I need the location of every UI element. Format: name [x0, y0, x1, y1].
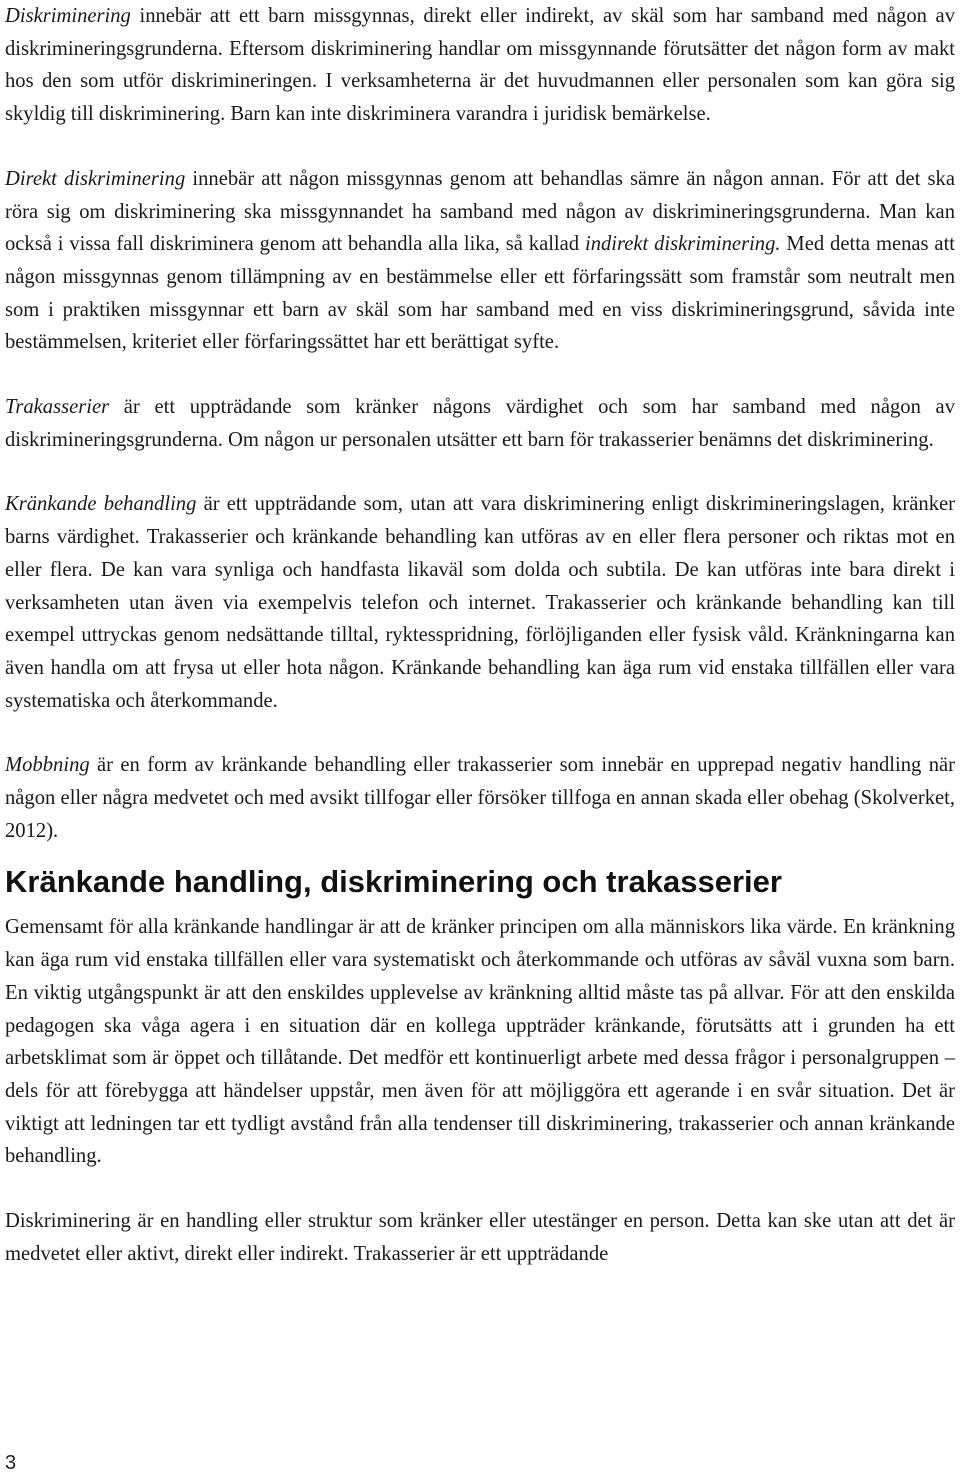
paragraph-mobbning [5, 749, 955, 847]
paragraph-text: innebär att någon missgynnas genom att behandlas sämre än någon annan. För att det ska röra sig om diskriminering ska missgynnandet ha samband med någon av diskrimineringsgrunderna. Man kan också i vissa fall diskriminera genom att behandla alla lika, så kallad [5, 167, 955, 256]
section-paragraph-1: Gemensamt för alla kränkande handlingar är att de kränker principen om alla människors lika värde. En kränkning kan äga rum vid enstaka tillfällen eller vara systematiskt och återkommande och utföras av såväl vuxna som barn. En viktig utgångspunkt är att den enskildes upplevelse av kränkning alltid måste tas på allvar. För att den enskilda pedagogen ska våga agera i en situation där en kollega uppträder kränkande, förutsätts att i grunden ha ett arbetsklimat som är öppet och tillåtande. Det medför ett kontinuerligt arbete med dessa frågor i personalgruppen – dels för att förebygga att händelser uppstår, men även för att möjliggöra ett agerande i en svår situation. Det är viktigt att ledningen tar ett tydligt avstånd från alla tendenser till diskriminering, trakasserier och annan kränkande behandling. [5, 916, 955, 1168]
paragraph-trakasserier [5, 391, 955, 456]
paragraph-direkt-diskriminering [5, 163, 955, 359]
paragraph-krankande-behandling [5, 488, 955, 717]
paragraph-text: är ett uppträdande som, utan att vara diskriminering enligt diskrimineringslagen, kränker barns värdighet. Trakasserier och kränkande behandling kan utföras av en eller flera personer och riktas mot en eller flera. De kan vara synliga och handfasta likaväl som dolda och subtila. De kan utföras inte bara direkt i verksamheten utan även via exempelvis telefon och internet. Trakasserier och kränkande behandling kan till exempel uttryckas genom nedsättande tilltal, ryktesspridning, förlöjliganden eller fysisk våld. Kränkningarna kan även handla om att frysa ut eller hota någon. Kränkande behandling kan äga rum vid enstaka tillfällen eller vara systematiska och återkommande. [5, 493, 956, 712]
section-heading: Kränkande handling, diskriminering och trakasserier [5, 864, 782, 900]
paragraph-text: innebär att ett barn missgynnas, direkt eller indirekt, av skäl som har samband med någon av diskrimineringsgrunderna. Eftersom diskriminering handlar om missgynnande förutsätter det någon form av makt hos den som utför diskrimineringen. I verksamheterna är det huvudmannen eller personalen som kan göra sig skyldig till diskriminering. Barn kan inte diskriminera varandra i juridisk bemärkelse. [5, 5, 955, 126]
term-indirekt-diskriminering: indirekt diskriminering. [584, 233, 781, 256]
section-paragraph-2: Diskriminering är en handling eller struktur som kränker eller utestänger en person. Detta kan ske utan att det är medvetet eller aktivt, direkt eller indirekt. Trakasserier är ett uppträdande [5, 1210, 955, 1265]
page-number: 3 [5, 1452, 17, 1474]
term-diskriminering: Diskriminering [5, 5, 131, 27]
paragraph-text: är en form av kränkande behandling eller trakasserier som innebär en upprepad negativ handling när någon eller några medvetet och med avsikt tillfogar eller försöker tillfoga en annan skada eller obehag (Skolverket, 2012). [5, 754, 955, 842]
term-trakasserier: Trakasserier [5, 396, 110, 419]
term-mobbning: Mobbning [5, 754, 90, 777]
paragraph-diskriminering [5, 0, 955, 131]
term-krankande-behandling: Kränkande behandling [5, 493, 197, 516]
paragraph-text: Med detta menas att någon missgynnas genom tillämpning av en bestämmelse eller ett förfaringssätt som framstår som neutralt men som i praktiken missgynnar ett barn av skäl som har samband med en viss diskrimineringsgrund, såvida inte bestämmelsen, kriteriet eller förfaringssättet har ett berättigat syfte. [5, 233, 956, 354]
term-direkt-diskriminering: Direkt diskriminering [5, 167, 186, 190]
paragraph-text: är ett uppträdande som kränker någons värdighet och som har samband med någon av diskrimineringsgrunderna. Om någon ur personalen utsätter ett barn för trakasserier benämns det diskriminering. [5, 396, 955, 451]
document-page [5, 0, 955, 1271]
